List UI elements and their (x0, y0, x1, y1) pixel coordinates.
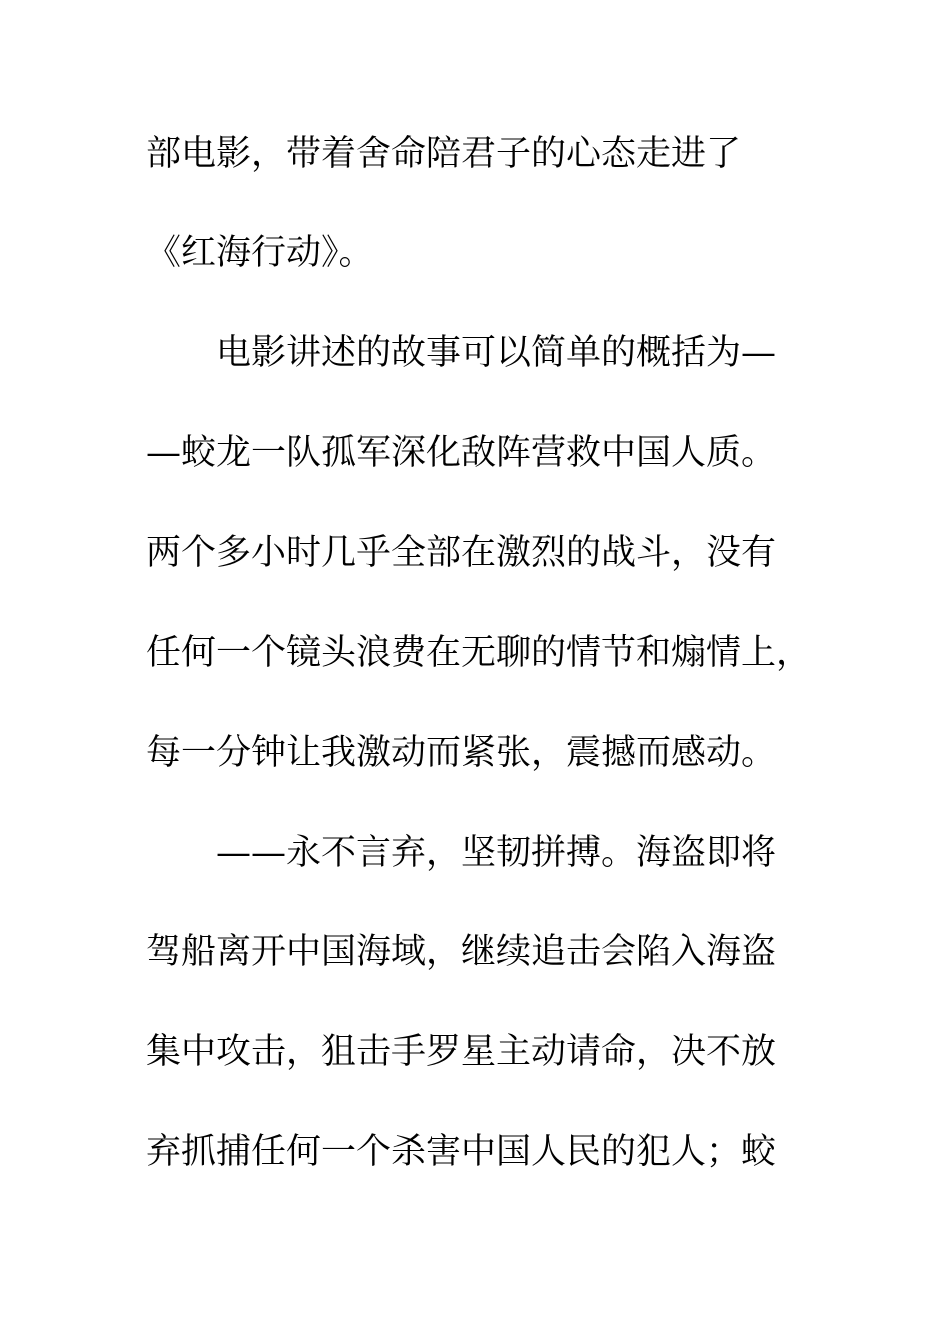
text-line: 部电影，带着舍命陪君子的心态走进了 (146, 134, 742, 174)
text-line: 弃抓捕任何一个杀害中国人民的犯人；蛟 (146, 1132, 777, 1172)
text-line: 《红海行动》。 (146, 233, 374, 273)
text-line: 集中攻击，狙击手罗星主动请命，决不放 (146, 1032, 777, 1072)
text-line: 驾船离开中国海域，继续追击会陷入海盗 (146, 932, 777, 972)
text-line: 任何一个镜头浪费在无聊的情节和煽情上， (146, 633, 812, 673)
text-line: 两个多小时几乎全部在激烈的战斗，没有 (146, 533, 777, 573)
paragraph-start-line: ——永不言弃，坚韧拼搏。海盗即将 (216, 833, 777, 873)
text-line: 每一分钟让我激动而紧张，震撼而感动。 (146, 733, 777, 773)
text-line: —蛟龙一队孤军深化敌阵营救中国人质。 (146, 433, 777, 473)
paragraph-start-line: 电影讲述的故事可以简单的概括为— (216, 333, 777, 373)
